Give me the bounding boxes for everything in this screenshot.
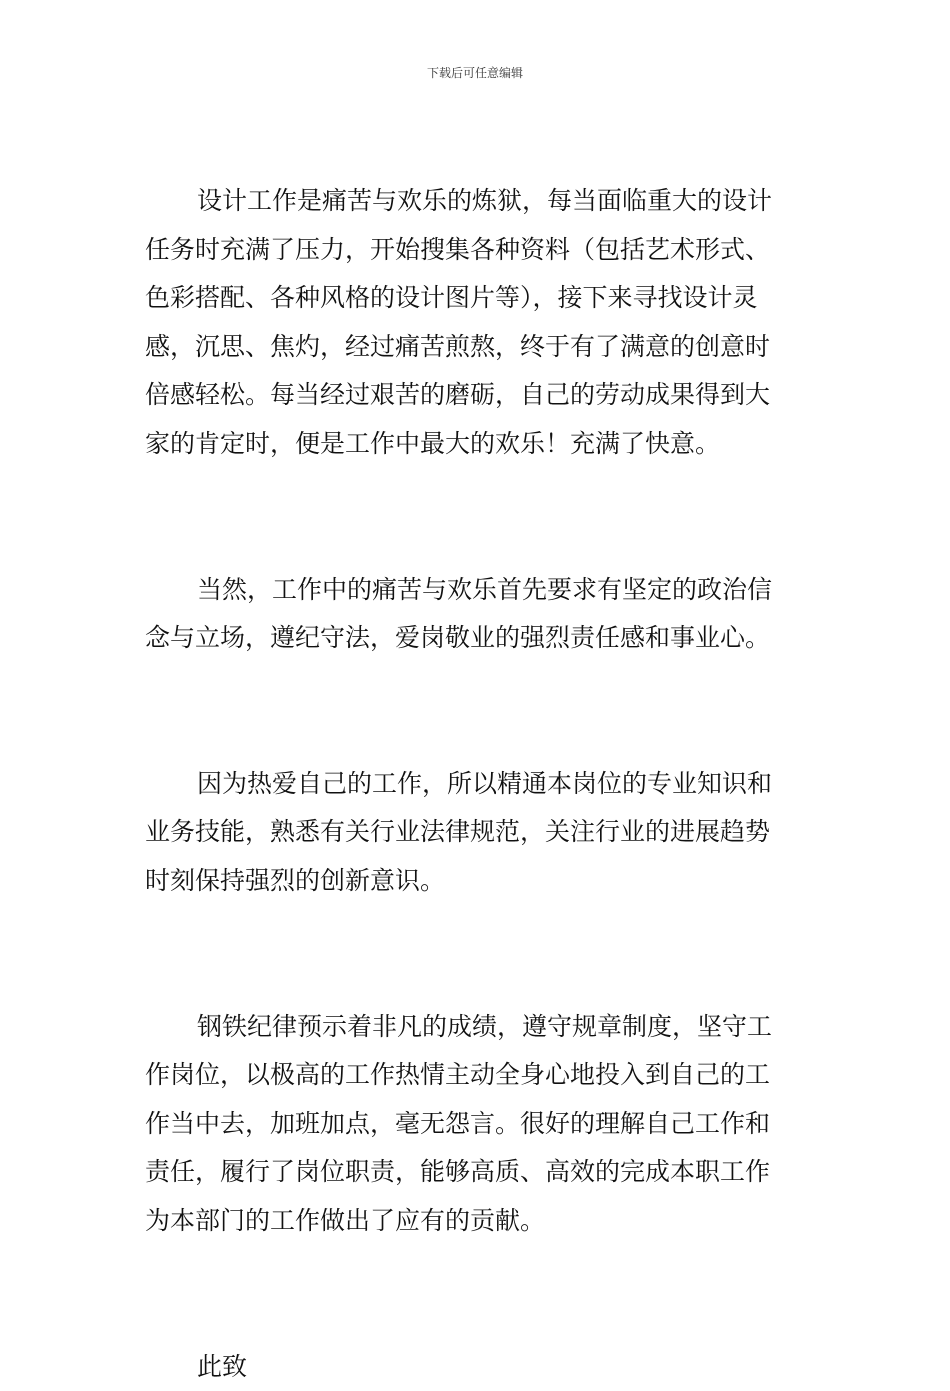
paragraph-closing (145, 1343, 807, 1391)
text-line: 钢铁纪律预示着非凡的成绩，遵守规章制度，坚守工 (145, 1003, 807, 1052)
text-line: 因为热爱自己的工作，所以精通本岗位的专业知识和 (145, 760, 807, 809)
paragraph-political-belief (145, 566, 807, 663)
text-line: 业务技能，熟悉有关行业法律规范，关注行业的进展趋势 (145, 808, 807, 857)
paragraph-design-work (145, 177, 807, 469)
text-line: 当然，工作中的痛苦与欢乐首先要求有坚定的政治信 (145, 566, 807, 615)
text-line: 色彩搭配、各种风格的设计图片等），接下来寻找设计灵 (145, 274, 807, 323)
page-header: 下载后可任意编辑 (0, 66, 950, 80)
text-line: 家的肯定时，便是工作中最大的欢乐！充满了快意。 (145, 420, 807, 469)
text-line: 倍感轻松。每当经过艰苦的磨砺，自己的劳动成果得到大 (145, 371, 807, 420)
text-line: 时刻保持强烈的创新意识。 (145, 857, 807, 906)
text-line: 作岗位，以极高的工作热情主动全身心地投入到自己的工 (145, 1051, 807, 1100)
paragraph-professional-knowledge (145, 760, 807, 906)
text-line: 感，沉思、焦灼，经过痛苦煎熬，终于有了满意的创意时 (145, 323, 807, 372)
closing-line: 此致 (145, 1343, 807, 1391)
text-line: 作当中去，加班加点，毫无怨言。很好的理解自己工作和 (145, 1100, 807, 1149)
paragraph-discipline (145, 1003, 807, 1246)
text-line: 设计工作是痛苦与欢乐的炼狱，每当面临重大的设计 (145, 177, 807, 226)
text-line: 任务时充满了压力，开始搜集各种资料（包括艺术形式、 (145, 226, 807, 275)
text-line: 责任，履行了岗位职责，能够高质、高效的完成本职工作 (145, 1148, 807, 1197)
document-body (145, 177, 807, 1391)
text-line: 为本部门的工作做出了应有的贡献。 (145, 1197, 807, 1246)
text-line: 念与立场，遵纪守法，爱岗敬业的强烈责任感和事业心。 (145, 614, 807, 663)
